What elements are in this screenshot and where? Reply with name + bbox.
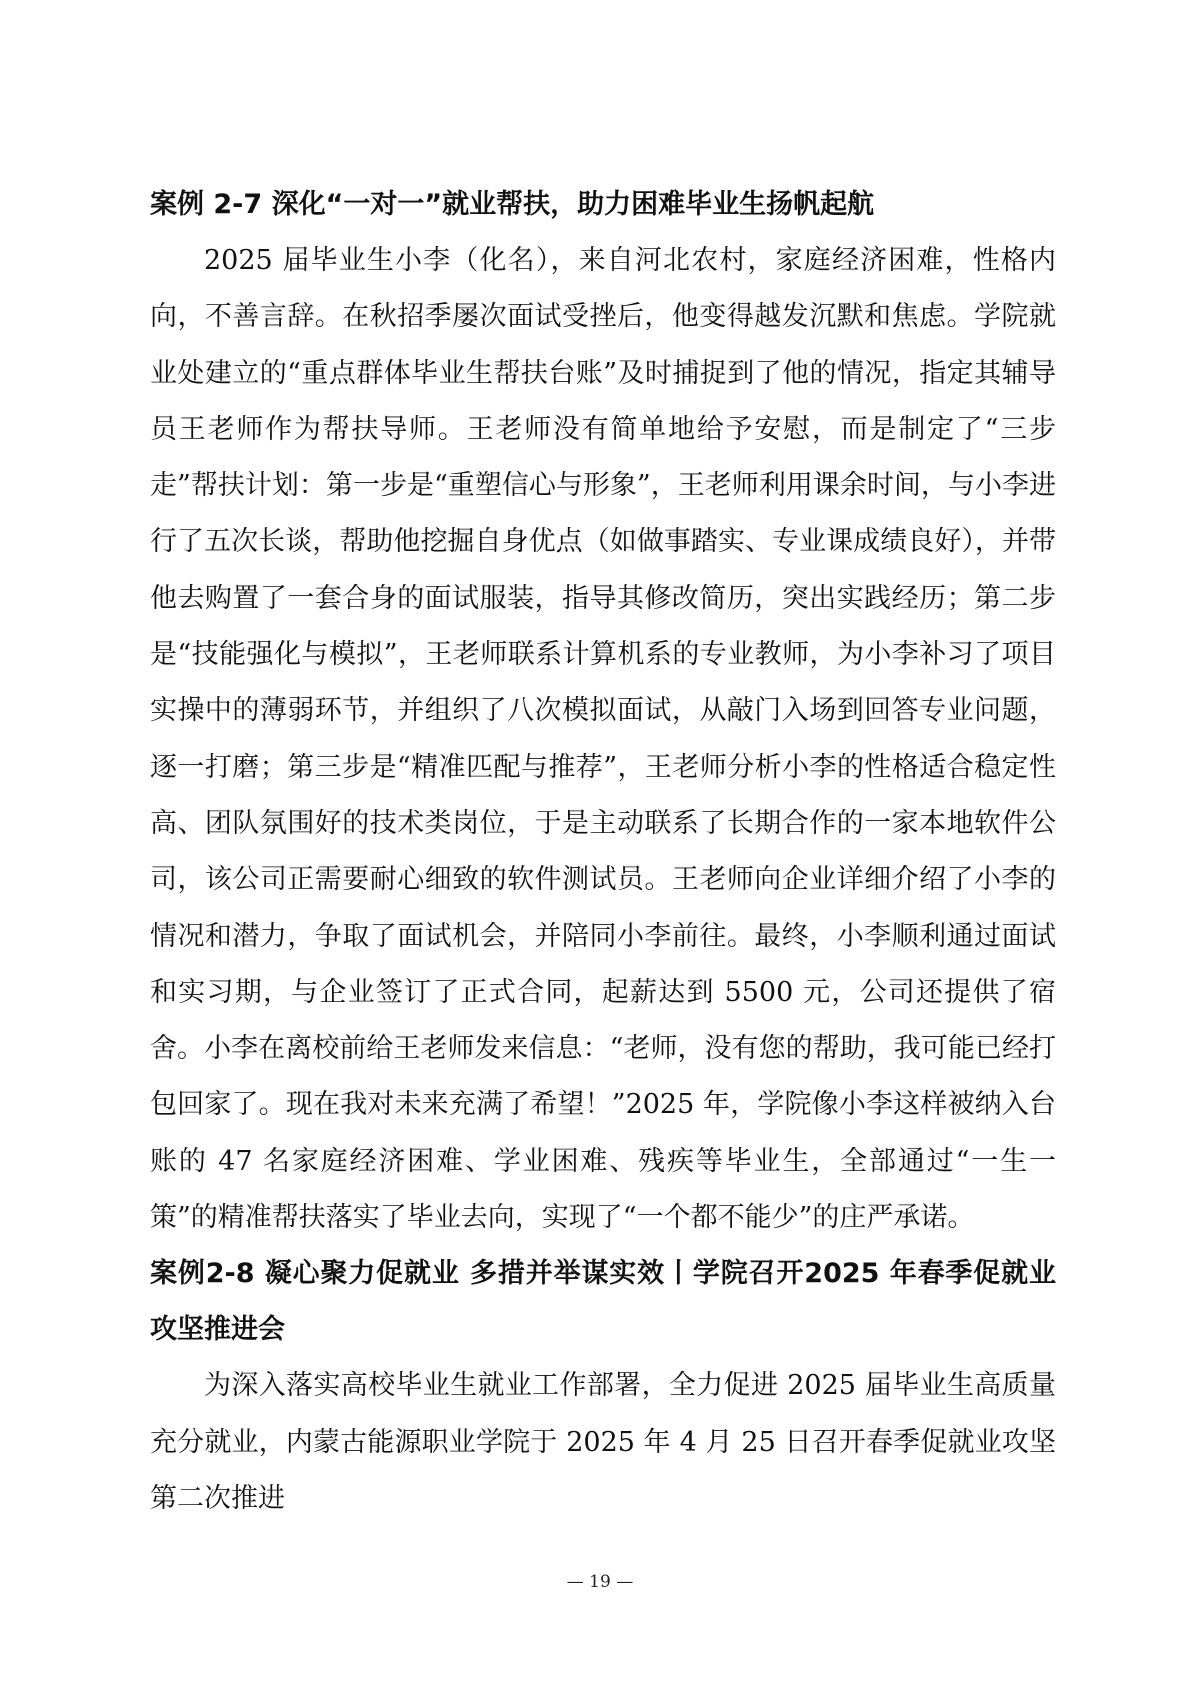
page-number: — 19 — [566,1572,634,1592]
case-2-8-title: 案例2-8 凝心聚力促就业 多措并举谋实效丨学院召开2025 年春季促就业攻坚推进会 [150,1258,1056,1346]
case-2-7-title: 案例 2-7 深化“一对一”就业帮扶，助力困难毕业生扬帆起航 [150,189,875,220]
case-2-8-body: 为深入落实高校毕业生就业工作部署，全力促进 2025 届毕业生高质量充分就业，内蒙古能源职业学院于 2025 年 4 月 25 日召开春季促就业攻坚第二次推进 [150,1370,1056,1514]
case-2-7-body: 2025 届毕业生小李（化名），来自河北农村，家庭经济困难，性格内向，不善言辞。在秋招季屡次面试受挫后，他变得越发沉默和焦虑。学院就业处建立的“重点群体毕业生帮扶台账”及时捕捉到了他的情况，指定其辅导员王老师作为帮扶导师。王老师没有简单地给予安慰，而是制定了“三步走”帮扶计划：第一步是“重塑信心与形象”，王老师利用课余时间，与小李进行了五次长谈，帮助他挖掘自身优点（如做事踏实、专业课成绩良好），并带他去购置了一套合身的面试服装，指导其修改简历，突出实践经历；第二步是“技能强化与模拟”，王老师联系计算机系的专业教师，为小李补习了项目实操中的薄弱环节，并组织了八次模拟面试，从敲门入场到回答专业问题，逐一打磨；第三步是“精准匹配与推荐”，王老师分析小李的性格适合稳定性高、团队氛围好的技术类岗位，于是主动联系了长期合作的一家本地软件公司，该公司正需要耐心细致的软件测试员。王老师向企业详细介绍了小李的情况和潜力，争取了面试机会，并陪同小李前往。最终，小李顺利通过面试和实习期，与企业签订了正式合同，起薪达到 5500 元，公司还提供了宿舍。小李在离校前给王老师发来信息：“老师，没有您的帮助，我可能已经打包回家了。现在我对未来充满了希望！”2025 年，学院像小李这样被纳入台账的 47 名家庭经济困难、学业困难、残疾等毕业生，全部通过“一生一策”的精准帮扶落实了毕业去向，实现了“一个都不能少”的庄严承诺。 [150,245,1056,1234]
document-content [150,177,1056,1527]
